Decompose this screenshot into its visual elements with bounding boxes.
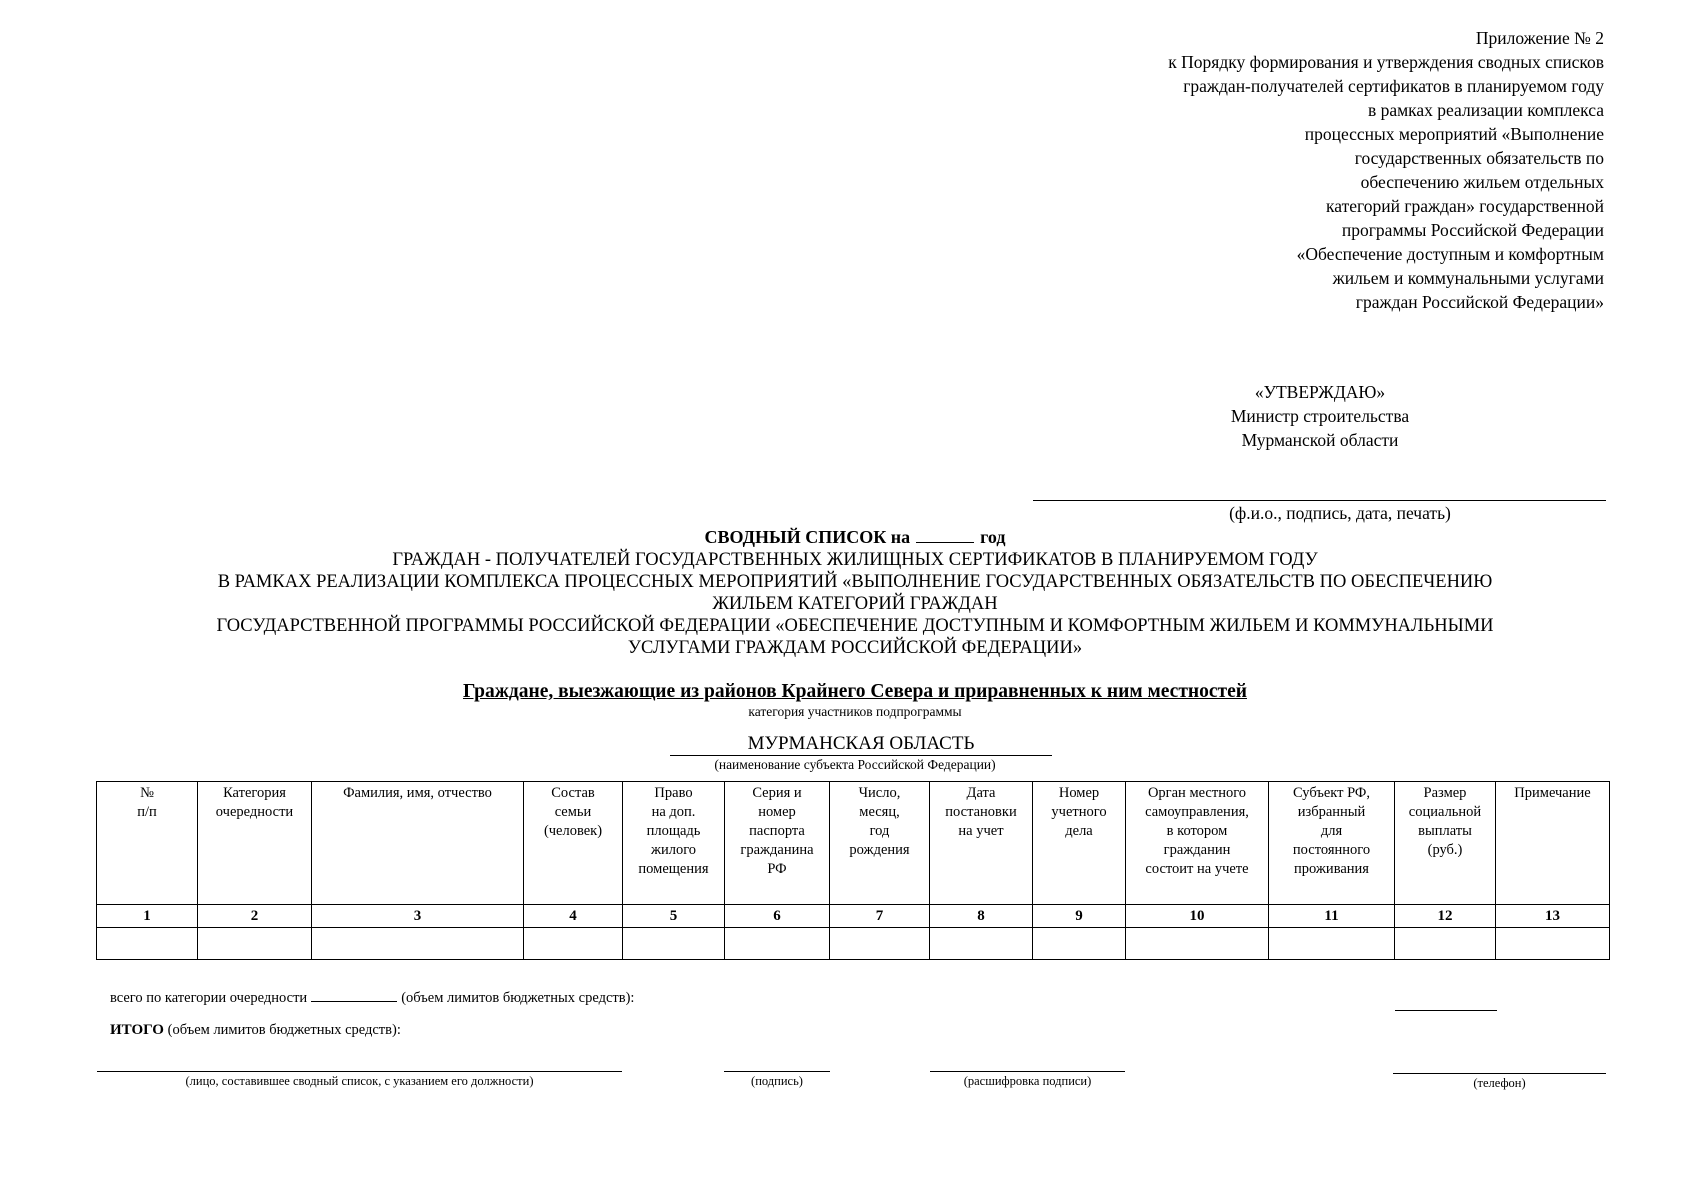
document-title xyxy=(95,525,1615,549)
phone-caption: (телефон) xyxy=(1473,1076,1526,1090)
appendix-line: граждан-получателей сертификатов в планируемом году xyxy=(1183,76,1604,96)
compiler-caption: (лицо, составившее сводный список, с указанием его должности) xyxy=(185,1074,534,1088)
decoding-line xyxy=(930,1071,1125,1072)
approval-signature-line xyxy=(1033,500,1606,501)
table-cell xyxy=(97,928,198,960)
category-blank xyxy=(311,1001,397,1002)
column-number: 10 xyxy=(1126,905,1269,928)
column-header: Примечание xyxy=(1496,782,1610,905)
appendix-line: к Порядку формирования и утверждения сводных списков xyxy=(1168,52,1604,72)
region-block xyxy=(95,733,1615,773)
approval-signature-caption: (ф.и.о., подпись, дата, печать) xyxy=(1229,503,1451,523)
approval-title: «УТВЕРЖДАЮ» xyxy=(1254,382,1386,402)
heading-line: ЖИЛЬЕМ КАТЕГОРИЙ ГРАЖДАН xyxy=(712,594,998,614)
appendix-line: категорий граждан» государственной xyxy=(1326,196,1604,216)
column-header: Орган местного самоуправления, в котором гражданин состоит на учете xyxy=(1126,782,1269,905)
column-header: Фамилия, имя, отчество xyxy=(312,782,524,905)
title-suffix: год xyxy=(980,527,1006,547)
appendix-note xyxy=(1004,26,1604,314)
category-total-suffix: (объем лимитов бюджетных средств): xyxy=(401,990,635,1006)
category-total xyxy=(110,990,634,1007)
table-cell xyxy=(830,928,930,960)
column-number: 1 xyxy=(97,905,198,928)
heading-line: ГРАЖДАН - ПОЛУЧАТЕЛЕЙ ГОСУДАРСТВЕННЫХ ЖИЛИЩНЫХ СЕРТИФИКАТОВ В ПЛАНИРУЕМОМ ГОДУ xyxy=(392,550,1318,570)
table-cell xyxy=(524,928,623,960)
table-cell xyxy=(1395,928,1496,960)
column-header: № п/п xyxy=(97,782,198,905)
category-total-amount-line xyxy=(1395,1010,1497,1011)
appendix-line: процессных мероприятий «Выполнение xyxy=(1304,124,1604,144)
compiler-signature-line xyxy=(97,1071,622,1072)
table-cell xyxy=(623,928,725,960)
table-header-row xyxy=(97,782,1610,905)
table-cell xyxy=(1496,928,1610,960)
column-number: 12 xyxy=(1395,905,1496,928)
decoding-caption: (расшифровка подписи) xyxy=(963,1074,1092,1088)
approval-block xyxy=(1160,380,1480,452)
heading-line: ГОСУДАРСТВЕННОЙ ПРОГРАММЫ РОССИЙСКОЙ ФЕДЕРАЦИИ «ОБЕСПЕЧЕНИЕ ДОСТУПНЫМ И КОМФОРТНЫМ ЖИЛЬЕМ И КОММУНАЛЬНЫМИ xyxy=(216,616,1494,636)
grand-total-label: ИТОГО xyxy=(110,1022,164,1038)
column-number: 5 xyxy=(623,905,725,928)
category-total-prefix: всего по категории очередности xyxy=(110,990,308,1006)
column-number: 11 xyxy=(1269,905,1395,928)
heading-line: УСЛУГАМИ ГРАЖДАМ РОССИЙСКОЙ ФЕДЕРАЦИИ» xyxy=(627,638,1083,658)
appendix-line: жильем и коммунальными услугами xyxy=(1332,268,1604,288)
column-header: Субъект РФ, избранный для постоянного проживания xyxy=(1269,782,1395,905)
region-name: МУРМАНСКАЯ ОБЛАСТЬ xyxy=(670,733,1052,756)
table-row xyxy=(97,928,1610,960)
appendix-line: программы Российской Федерации xyxy=(1341,220,1604,240)
phone-line xyxy=(1393,1073,1606,1074)
recipients-table xyxy=(96,781,1610,960)
table-cell xyxy=(1126,928,1269,960)
column-number: 6 xyxy=(725,905,830,928)
appendix-line: Приложение № 2 xyxy=(1475,28,1604,48)
column-number-row xyxy=(97,905,1610,928)
appendix-line: государственных обязательств по xyxy=(1354,148,1604,168)
table-cell xyxy=(1033,928,1126,960)
table-cell xyxy=(198,928,312,960)
column-header: Право на доп. площадь жилого помещения xyxy=(623,782,725,905)
category-name: Граждане, выезжающие из районов Крайнего Севера и приравненных к ним местностей xyxy=(462,681,1248,702)
signature-line xyxy=(724,1071,830,1072)
column-number: 7 xyxy=(830,905,930,928)
appendix-line: «Обеспечение доступным и комфортным xyxy=(1296,244,1604,264)
appendix-line: обеспечению жильем отдельных xyxy=(1360,172,1604,192)
appendix-line: в рамках реализации комплекса xyxy=(1367,100,1604,120)
title-prefix: СВОДНЫЙ СПИСОК на xyxy=(704,527,911,547)
column-header: Серия и номер паспорта гражданина РФ xyxy=(725,782,830,905)
column-number: 3 xyxy=(312,905,524,928)
heading-line: В РАМКАХ РЕАЛИЗАЦИИ КОМПЛЕКСА ПРОЦЕССНЫХ МЕРОПРИЯТИЙ «ВЫПОЛНЕНИЕ ГОСУДАРСТВЕННЫХ ОБЯЗАТЕЛЬСТВ ПО ОБЕСПЕЧЕНИЮ xyxy=(217,572,1493,592)
grand-total-rest: (объем лимитов бюджетных средств): xyxy=(163,1022,401,1038)
approval-organization: Мурманской области xyxy=(1241,430,1399,450)
table-cell xyxy=(1269,928,1395,960)
table-cell xyxy=(312,928,524,960)
column-header: Категория очередности xyxy=(198,782,312,905)
column-header: Номер учетного дела xyxy=(1033,782,1126,905)
appendix-line: граждан Российской Федерации» xyxy=(1355,292,1604,312)
grand-total xyxy=(110,1022,401,1039)
approval-position: Министр строительства xyxy=(1230,406,1410,426)
column-header: Дата постановки на учет xyxy=(930,782,1033,905)
region-caption: (наименование субъекта Российской Федерации) xyxy=(714,757,996,772)
document-heading xyxy=(95,525,1615,659)
column-number: 13 xyxy=(1496,905,1610,928)
column-number: 4 xyxy=(524,905,623,928)
column-header: Размер социальной выплаты (руб.) xyxy=(1395,782,1496,905)
column-header: Состав семьи (человек) xyxy=(524,782,623,905)
column-number: 8 xyxy=(930,905,1033,928)
signature-caption: (подпись) xyxy=(751,1074,803,1088)
table-cell xyxy=(725,928,830,960)
participant-category xyxy=(95,680,1615,720)
year-blank xyxy=(916,528,974,543)
category-caption: категория участников подпрограммы xyxy=(748,704,962,719)
column-header: Число, месяц, год рождения xyxy=(830,782,930,905)
column-number: 9 xyxy=(1033,905,1126,928)
column-number: 2 xyxy=(198,905,312,928)
table-cell xyxy=(930,928,1033,960)
